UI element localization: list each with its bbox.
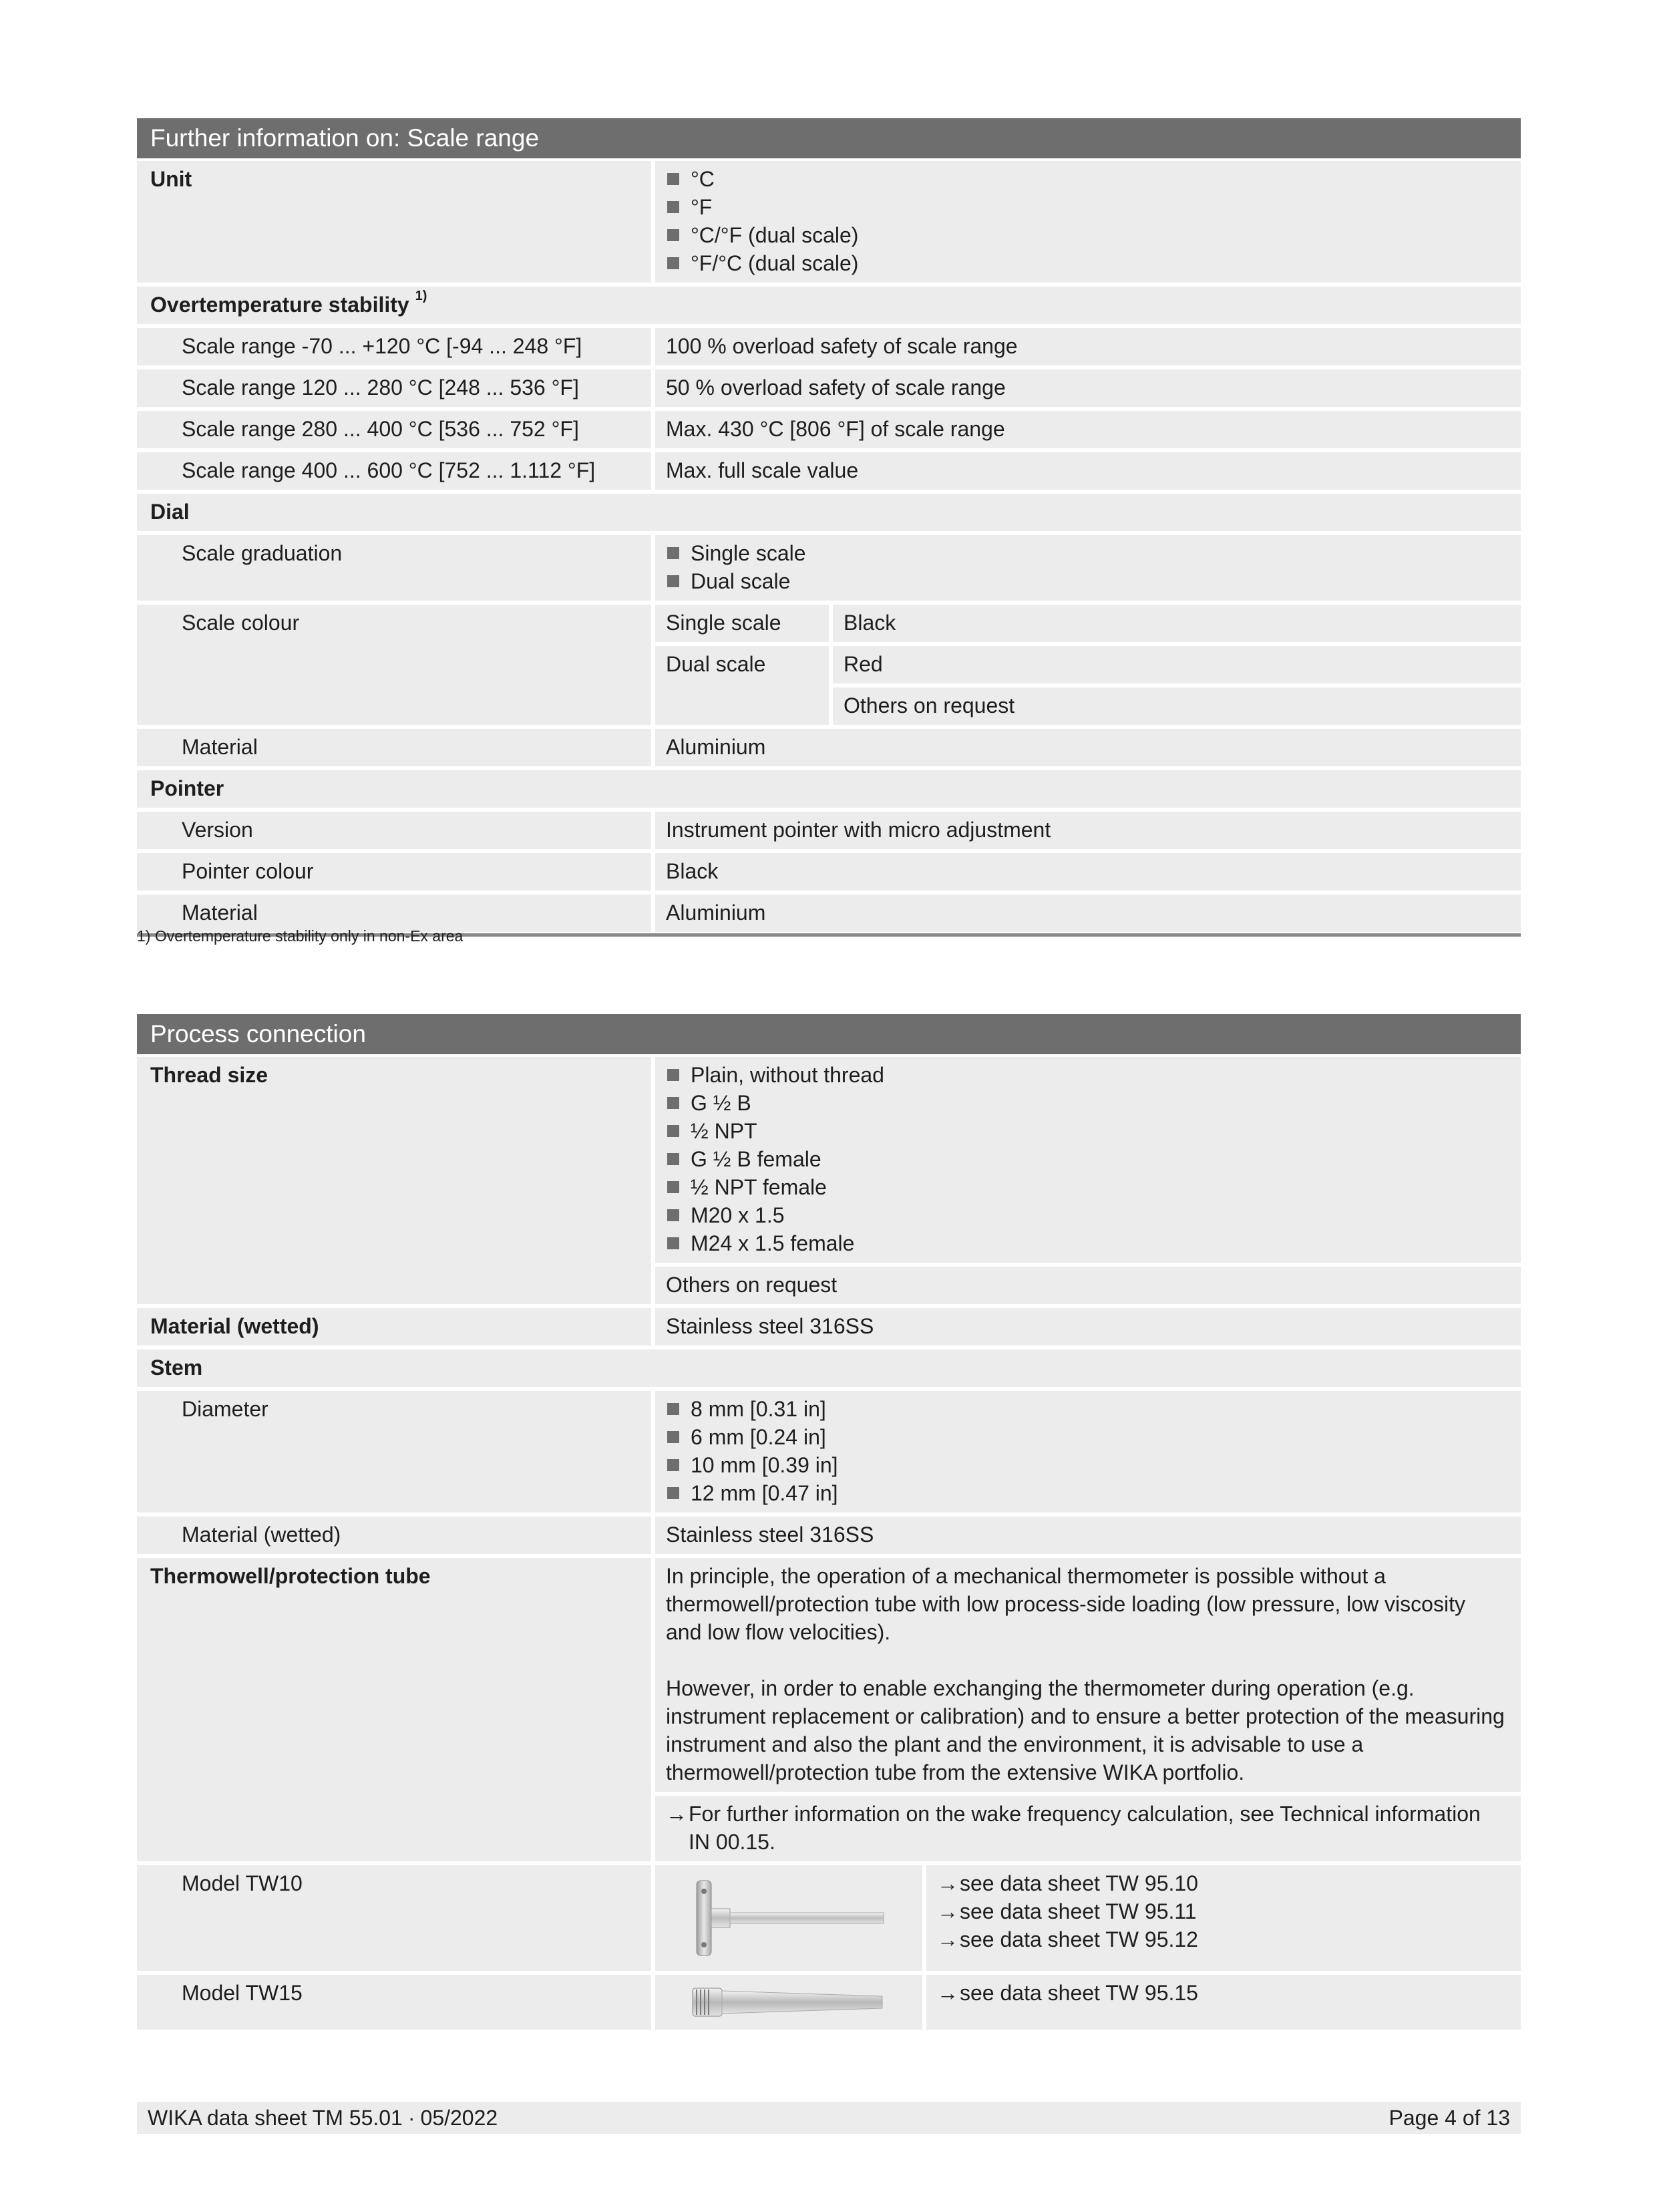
pointer-colour-value: Black	[655, 853, 1521, 891]
wake-frequency-note: → For further information on the wake frequency calculation, see Technical information IN 00.15.	[655, 1796, 1521, 1861]
unit-options: °C °F °C/°F (dual scale) °F/°C (dual scale)	[655, 161, 1521, 283]
tw15-image	[655, 1975, 922, 2030]
bullet-icon	[667, 1153, 679, 1165]
bullet-icon	[667, 1097, 679, 1109]
overtemp-value: Max. 430 °C [806 °F] of scale range	[655, 411, 1521, 448]
stem-material-label: Material (wetted)	[137, 1517, 651, 1554]
bullet-icon	[667, 173, 679, 185]
tw15-link[interactable]: see data sheet TW 95.15	[960, 1981, 1198, 2005]
scale-colour-others: Others on request	[833, 687, 1521, 725]
material-wetted-value: Stainless steel 316SS	[655, 1308, 1521, 1346]
thread-size-label: Thread size	[137, 1057, 651, 1304]
unit-label: Unit	[137, 161, 651, 283]
diameter-options: 8 mm [0.31 in] 6 mm [0.24 in] 10 mm [0.39 in] 12 mm [0.47 in]	[655, 1391, 1521, 1513]
overtemp-range: Scale range -70 ... +120 °C [-94 ... 248 °F]	[137, 328, 651, 365]
pointer-version-value: Instrument pointer with micro adjustment	[655, 812, 1521, 849]
scale-graduation-options: Single scale Dual scale	[655, 535, 1521, 601]
stem-label: Stem	[137, 1350, 1521, 1387]
bullet-icon	[667, 1181, 679, 1193]
process-connection-table	[137, 1014, 1521, 2030]
bullet-icon	[667, 575, 679, 587]
model-tw10-label: Model TW10	[137, 1865, 651, 1971]
tw10-image	[655, 1865, 922, 1971]
bullet-icon	[667, 1431, 679, 1443]
bullet-icon	[667, 1487, 679, 1499]
thermowell-flange-icon	[682, 1871, 896, 1965]
footer-page-number: Page 4 of 13	[1389, 2106, 1510, 2130]
diameter-label: Diameter	[137, 1391, 651, 1513]
scale-colour-single-value: Black	[833, 605, 1521, 642]
dial-material-label: Material	[137, 729, 651, 766]
pointer-material-label: Material	[137, 895, 651, 932]
scale-range-table	[137, 118, 1521, 937]
tw10-links	[926, 1865, 1521, 1971]
dial-label: Dial	[137, 494, 1521, 531]
overtemp-range: Scale range 120 ... 280 °C [248 ... 536 °F]	[137, 369, 651, 407]
footer-datasheet: WIKA data sheet TM 55.01 ∙ 05/2022	[148, 2106, 498, 2130]
thermowell-description	[655, 1558, 1521, 1792]
page-footer	[137, 2102, 1521, 2134]
pointer-colour-label: Pointer colour	[137, 853, 651, 891]
pointer-version-label: Version	[137, 812, 651, 849]
scale-colour-single: Single scale	[655, 605, 829, 642]
pointer-material-value: Aluminium	[655, 895, 1521, 932]
bullet-icon	[667, 1209, 679, 1221]
arrow-right-icon: →	[937, 1871, 958, 1895]
tw10-link[interactable]: see data sheet TW 95.10	[960, 1871, 1198, 1895]
thermowell-label: Thermowell/protection tube	[137, 1558, 651, 1861]
thermowell-paragraph: In principle, the operation of a mechanical thermometer is possible without a thermowell/protection tube with low process-side loading (low pressure, low viscosity and low flow velocities).	[666, 1564, 1465, 1644]
model-tw15-label: Model TW15	[137, 1975, 651, 2030]
footnote: 1) Overtemperature stability only in non-Ex area	[137, 927, 464, 945]
thermowell-paragraph: However, in order to enable exchanging the thermometer during operation (e.g. instrument replacement or calibration) and to ensure a better protection of the measuring instrument and also the plant and the environment, it is advisable to use a thermowell/protection tube from the extensive WIKA portfolio.	[666, 1676, 1505, 1784]
thread-size-options: Plain, without thread G ½ B ½ NPT G ½ B female ½ NPT female M20 x 1.5 M24 x 1.5 female	[655, 1057, 1521, 1263]
overtemp-value: Max. full scale value	[655, 452, 1521, 490]
thread-size-others: Others on request	[655, 1267, 1521, 1304]
scale-colour-label: Scale colour	[137, 605, 651, 725]
stem-material-value: Stainless steel 316SS	[655, 1517, 1521, 1554]
material-wetted-label: Material (wetted)	[137, 1308, 651, 1346]
arrow-right-icon: →	[937, 1927, 958, 1951]
scale-graduation-label: Scale graduation	[137, 535, 651, 601]
dial-material-value: Aluminium	[655, 729, 1521, 766]
process-connection-header: Process connection	[137, 1014, 1521, 1054]
scale-colour-dual-value: Red	[833, 646, 1521, 683]
tw10-link[interactable]: see data sheet TW 95.11	[960, 1899, 1197, 1923]
overtemp-range: Scale range 280 ... 400 °C [536 ... 752 °F]	[137, 411, 651, 448]
scale-colour-dual: Dual scale	[655, 646, 829, 725]
scale-range-header: Further information on: Scale range	[137, 118, 1521, 158]
bullet-icon	[667, 1237, 679, 1249]
pointer-label: Pointer	[137, 770, 1521, 808]
bullet-icon	[667, 1403, 679, 1415]
arrow-right-icon: →	[937, 1899, 958, 1923]
bullet-icon	[667, 547, 679, 559]
bullet-icon	[667, 201, 679, 213]
overtemp-range: Scale range 400 ... 600 °C [752 ... 1.112 °F]	[137, 452, 651, 490]
thermowell-threaded-icon	[682, 1979, 896, 2026]
scale-colour-grid	[655, 605, 1521, 725]
bullet-icon	[667, 257, 679, 269]
overtemp-label: Overtemperature stability $^{1)}$	[137, 287, 1521, 324]
bullet-icon	[667, 229, 679, 241]
bullet-icon	[667, 1125, 679, 1137]
tw15-links	[926, 1975, 1521, 2030]
overtemp-value: 100 % overload safety of scale range	[655, 328, 1521, 365]
arrow-right-icon: →	[937, 1981, 958, 2005]
tw10-link[interactable]: see data sheet TW 95.12	[960, 1927, 1198, 1951]
bullet-icon	[667, 1069, 679, 1081]
arrow-right-icon: →	[666, 1802, 687, 1826]
bullet-icon	[667, 1459, 679, 1471]
overtemp-value: 50 % overload safety of scale range	[655, 369, 1521, 407]
